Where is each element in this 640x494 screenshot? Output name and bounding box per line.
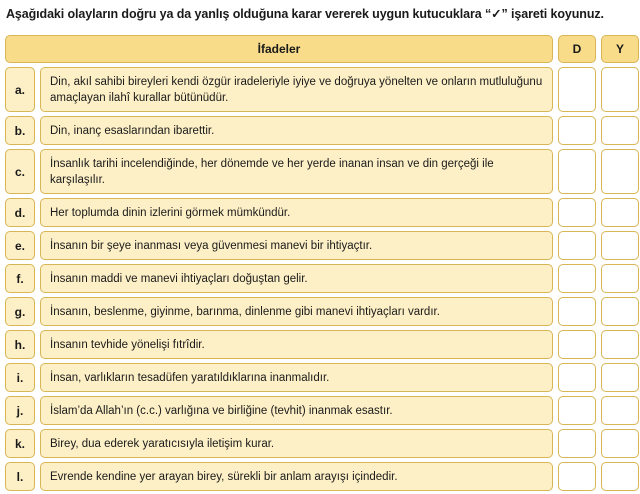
row-statement: İnsanın tevhide yönelişi fıtrîdir. <box>40 330 553 359</box>
header-false: Y <box>601 35 639 63</box>
row-letter: c. <box>5 149 35 194</box>
false-checkbox[interactable] <box>601 330 639 359</box>
false-checkbox[interactable] <box>601 264 639 293</box>
false-checkbox[interactable] <box>601 149 639 194</box>
instruction-text: Aşağıdaki olayların doğru ya da yanlış olduğuna karar vererek uygun kutucuklara “✓” işareti koyunuz. <box>6 7 604 21</box>
header-statements: İfadeler <box>5 35 553 63</box>
row-statement: İslam’da Allah’ın (c.c.) varlığına ve birliğine (tevhit) inanmak esastır. <box>40 396 553 425</box>
false-checkbox[interactable] <box>601 462 639 491</box>
row-letter: k. <box>5 429 35 458</box>
row-letter: f. <box>5 264 35 293</box>
row-letter: h. <box>5 330 35 359</box>
false-checkbox[interactable] <box>601 396 639 425</box>
row-statement: Din, inanç esaslarından ibarettir. <box>40 116 553 145</box>
row-letter: i. <box>5 363 35 392</box>
row-statement: Din, akıl sahibi bireyleri kendi özgür iradeleriyle iyiye ve doğruya yönelten ve onların mutluluğunu amaçlayan ilahî kurallar bütünüdür. <box>40 67 553 112</box>
row-statement: İnsanın bir şeye inanması veya güvenmesi manevi bir ihtiyaçtır. <box>40 231 553 260</box>
row-letter: d. <box>5 198 35 227</box>
row-letter: j. <box>5 396 35 425</box>
true-checkbox[interactable] <box>558 396 596 425</box>
true-checkbox[interactable] <box>558 231 596 260</box>
false-checkbox[interactable] <box>601 297 639 326</box>
false-checkbox[interactable] <box>601 67 639 112</box>
false-checkbox[interactable] <box>601 231 639 260</box>
row-letter: g. <box>5 297 35 326</box>
true-checkbox[interactable] <box>558 297 596 326</box>
true-checkbox[interactable] <box>558 198 596 227</box>
false-checkbox[interactable] <box>601 429 639 458</box>
row-letter: b. <box>5 116 35 145</box>
true-checkbox[interactable] <box>558 330 596 359</box>
header-true: D <box>558 35 596 63</box>
row-letter: e. <box>5 231 35 260</box>
false-checkbox[interactable] <box>601 116 639 145</box>
true-checkbox[interactable] <box>558 429 596 458</box>
row-statement: Birey, dua ederek yaratıcısıyla iletişim kurar. <box>40 429 553 458</box>
row-letter: l. <box>5 462 35 491</box>
row-statement: Her toplumda dinin izlerini görmek mümkündür. <box>40 198 553 227</box>
row-statement: İnsanın, beslenme, giyinme, barınma, dinlenme gibi manevi ihtiyaçları vardır. <box>40 297 553 326</box>
row-statement: İnsanlık tarihi incelendiğinde, her dönemde ve her yerde inanan insan ve din gerçeği ile karşılaşılır. <box>40 149 553 194</box>
row-statement: İnsan, varlıkların tesadüfen yaratıldıklarına inanmalıdır. <box>40 363 553 392</box>
row-statement: İnsanın maddi ve manevi ihtiyaçları doğuştan gelir. <box>40 264 553 293</box>
true-checkbox[interactable] <box>558 462 596 491</box>
false-checkbox[interactable] <box>601 198 639 227</box>
true-checkbox[interactable] <box>558 264 596 293</box>
row-statement: Evrende kendine yer arayan birey, sürekli bir anlam arayışı içindedir. <box>40 462 553 491</box>
row-letter: a. <box>5 67 35 112</box>
true-checkbox[interactable] <box>558 363 596 392</box>
false-checkbox[interactable] <box>601 363 639 392</box>
true-checkbox[interactable] <box>558 67 596 112</box>
true-checkbox[interactable] <box>558 116 596 145</box>
true-checkbox[interactable] <box>558 149 596 194</box>
